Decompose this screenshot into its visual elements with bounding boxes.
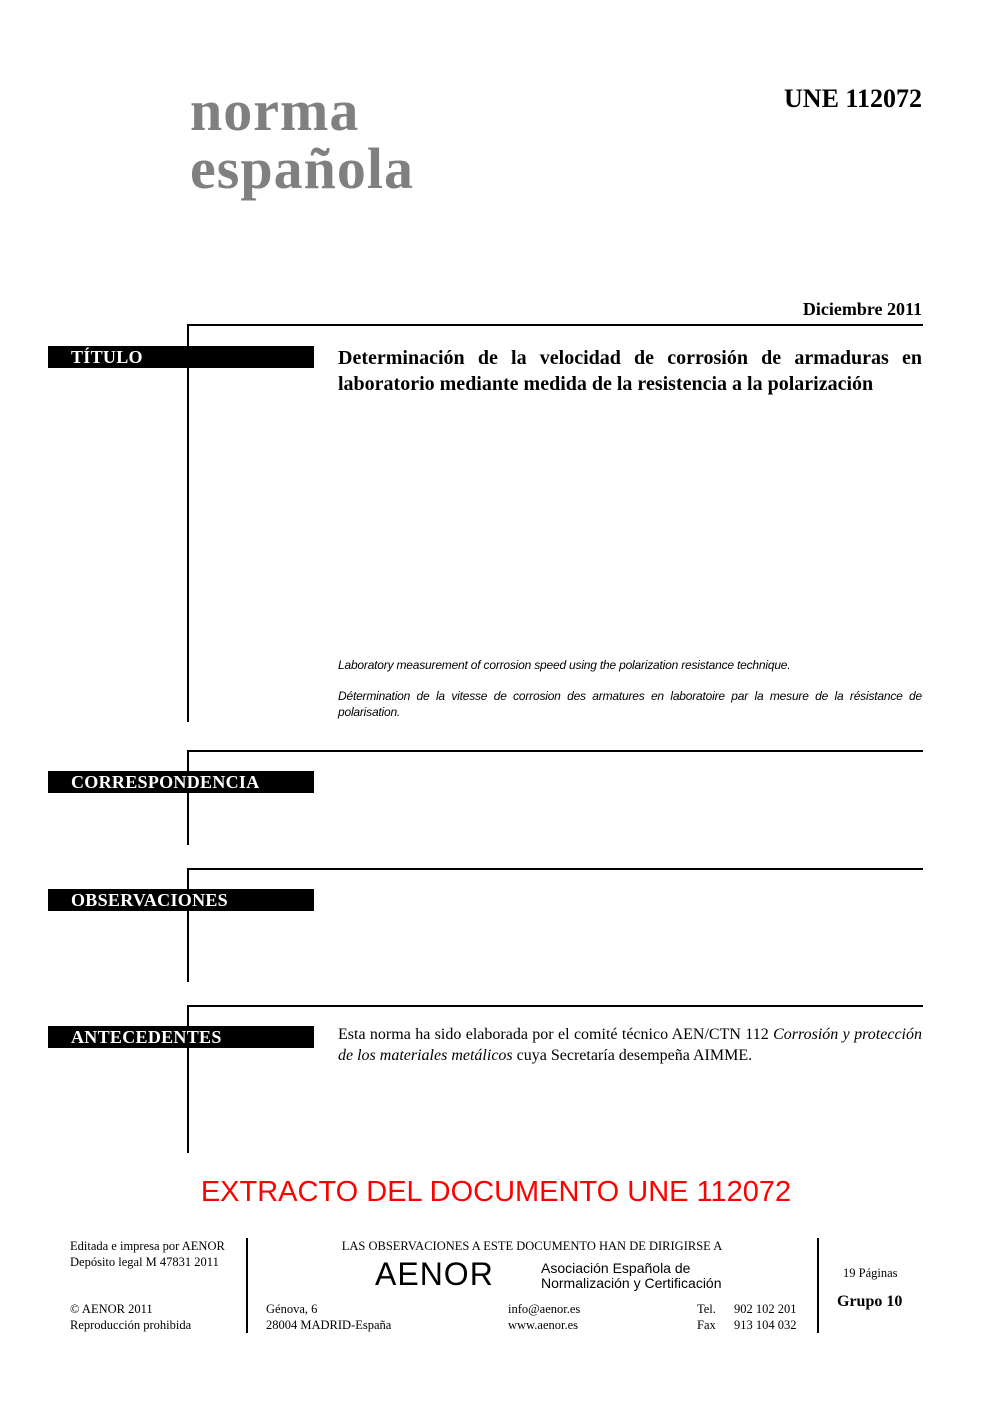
section-label-observaciones: OBSERVACIONES bbox=[48, 889, 314, 911]
brand-line-1: norma bbox=[190, 78, 360, 143]
reproduction-notice: Reproducción prohibida bbox=[70, 1318, 192, 1332]
aenor-logo: AENOR bbox=[375, 1256, 494, 1292]
section-label-correspondencia: CORRESPONDENCIA bbox=[48, 771, 314, 793]
publication-date: Diciembre 2011 bbox=[802, 299, 922, 319]
copyright: © AENOR 2011 bbox=[70, 1302, 153, 1316]
email-link[interactable]: info@aenor.es bbox=[508, 1302, 581, 1316]
fax-value: 913 104 032 bbox=[734, 1318, 797, 1332]
footer-copyright-info bbox=[70, 1301, 191, 1333]
document-title: Determinación de la velocidad de corrosión de armaduras en laboratorio mediante medida de la resistencia a la polarización bbox=[338, 347, 922, 395]
fax-label: Fax bbox=[697, 1318, 716, 1332]
section-bar-observaciones bbox=[187, 868, 189, 982]
section-divider-correspondencia bbox=[188, 750, 923, 752]
brand-title bbox=[190, 78, 414, 201]
section-divider-observaciones bbox=[188, 868, 923, 870]
tel-label: Tel. bbox=[697, 1302, 716, 1316]
committee-name: Corrosión y protección de los materiales metálicos bbox=[338, 1026, 922, 1064]
brand-line-2: española bbox=[190, 136, 414, 201]
title-french: Détermination de la vitesse de corrosion des armatures en laboratoire par la mesure de la résistance de polarisation. bbox=[338, 689, 922, 719]
aenor-desc-line-1: Asociación Española de bbox=[541, 1260, 691, 1276]
section-bar-titulo bbox=[187, 324, 189, 722]
section-label-antecedentes: ANTECEDENTES bbox=[48, 1026, 314, 1048]
aenor-desc-line-2: Normalización y Certificación bbox=[541, 1275, 722, 1291]
aenor-description bbox=[541, 1261, 722, 1291]
observations-header: LAS OBSERVACIONES A ESTE DOCUMENTO HAN DE DIRIGIRSE A bbox=[341, 1239, 723, 1253]
extract-notice: EXTRACTO DEL DOCUMENTO UNE 112072 bbox=[200, 1176, 792, 1208]
section-bar-correspondencia bbox=[187, 750, 189, 845]
edited-by: Editada e impresa por AENOR bbox=[70, 1239, 225, 1253]
title-english: Laboratory measurement of corrosion speed using the polarization resistance technique. bbox=[338, 658, 791, 672]
section-label-titulo: TÍTULO bbox=[48, 346, 314, 368]
footer-publisher-info bbox=[70, 1238, 225, 1270]
aenor-address bbox=[266, 1301, 391, 1333]
address-city: 28004 MADRID-España bbox=[266, 1318, 392, 1332]
section-divider-antecedentes bbox=[188, 1005, 923, 1007]
price-group: Grupo 10 bbox=[837, 1293, 903, 1310]
antecedentes-text-part1: Esta norma ha sido elaborada por el comité técnico AEN/CTN 112 bbox=[338, 1026, 774, 1043]
antecedentes-text-part2: cuya Secretaría desempeña AIMME. bbox=[512, 1047, 753, 1064]
aenor-contact bbox=[508, 1301, 580, 1333]
footer-divider-right bbox=[817, 1238, 819, 1333]
page-count: 19 Páginas bbox=[843, 1266, 898, 1280]
website-link[interactable]: www.aenor.es bbox=[508, 1318, 579, 1332]
section-divider-titulo bbox=[188, 324, 923, 326]
phone-labels bbox=[697, 1301, 716, 1333]
tel-value: 902 102 201 bbox=[734, 1302, 797, 1316]
phone-values bbox=[734, 1301, 797, 1333]
standard-number: UNE 112072 bbox=[784, 84, 922, 113]
legal-deposit: Depósito legal M 47831 2011 bbox=[70, 1255, 219, 1269]
antecedentes-text bbox=[338, 1024, 922, 1066]
address-street: Génova, 6 bbox=[266, 1302, 318, 1316]
